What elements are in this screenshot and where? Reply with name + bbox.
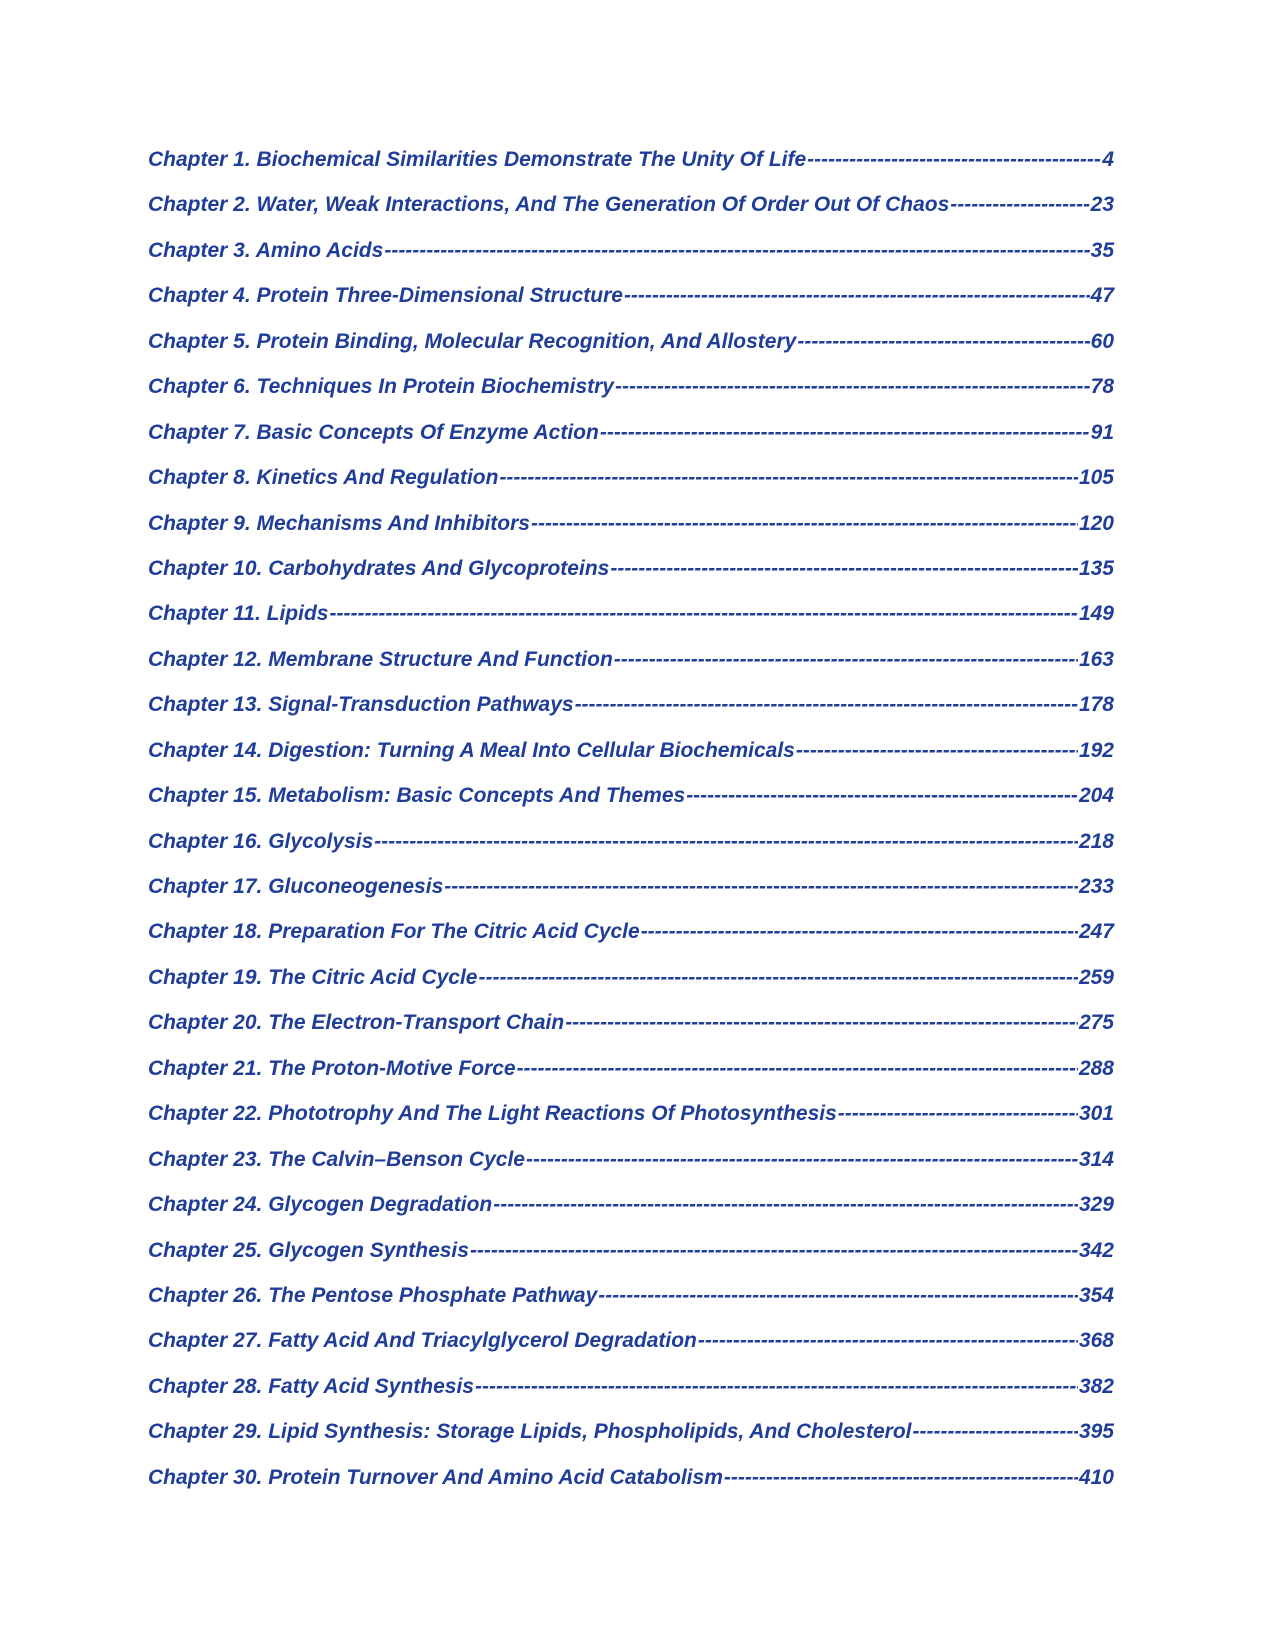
dot-leader xyxy=(470,1239,1078,1263)
toc-entry-chapter-15[interactable] xyxy=(148,784,1114,829)
toc-entry-chapter-12[interactable] xyxy=(148,648,1114,693)
toc-entry-chapter-26[interactable] xyxy=(148,1284,1114,1329)
toc-chapter-title: Chapter 13. Signal-Transduction Pathways xyxy=(148,693,574,717)
toc-chapter-title: Chapter 4. Protein Three-Dimensional Structure xyxy=(148,284,623,308)
toc-page-number: 105 xyxy=(1078,466,1114,490)
toc-page-number: 47 xyxy=(1090,284,1114,308)
toc-entry-chapter-22[interactable] xyxy=(148,1102,1114,1147)
toc-page-number: 135 xyxy=(1078,556,1114,580)
dot-leader xyxy=(531,512,1078,536)
toc-chapter-title: Chapter 3. Amino Acids xyxy=(148,238,384,262)
toc-chapter-title: Chapter 2. Water, Weak Interactions, And The Generation Of Order Out Of Chaos xyxy=(148,193,950,217)
toc-entry-chapter-20[interactable] xyxy=(148,1011,1114,1056)
toc-page-number: 410 xyxy=(1078,1465,1114,1489)
toc-page-number: 368 xyxy=(1078,1329,1114,1353)
toc-chapter-title: Chapter 28. Fatty Acid Synthesis xyxy=(148,1374,474,1398)
toc-entry-chapter-24[interactable] xyxy=(148,1193,1114,1238)
toc-page-number: 329 xyxy=(1078,1193,1114,1217)
toc-page-number: 233 xyxy=(1078,875,1114,898)
toc-chapter-title: Chapter 24. Glycogen Degradation xyxy=(148,1193,493,1217)
toc-chapter-title: Chapter 15. Metabolism: Basic Concepts And Themes xyxy=(148,784,686,808)
dot-leader xyxy=(614,648,1078,672)
toc-chapter-title: Chapter 23. The Calvin–Benson Cycle xyxy=(148,1147,525,1171)
toc-page-number: 178 xyxy=(1078,693,1114,717)
toc-page-number: 35 xyxy=(1090,238,1114,262)
toc-chapter-title: Chapter 20. The Electron-Transport Chain xyxy=(148,1011,565,1035)
toc-page-number: 395 xyxy=(1078,1420,1114,1444)
dot-leader xyxy=(797,330,1089,354)
toc-chapter-title: Chapter 7. Basic Concepts Of Enzyme Action xyxy=(148,420,599,444)
dot-leader xyxy=(724,1466,1078,1490)
toc-chapter-title: Chapter 18. Preparation For The Citric Acid Cycle xyxy=(148,920,640,944)
toc-page-number: 382 xyxy=(1078,1374,1114,1398)
toc-entry-chapter-27[interactable] xyxy=(148,1329,1114,1374)
toc-entry-chapter-30[interactable] xyxy=(148,1466,1114,1511)
toc-page-number: 314 xyxy=(1078,1147,1114,1171)
dot-leader xyxy=(444,875,1078,899)
toc-entry-chapter-5[interactable] xyxy=(148,330,1114,375)
toc-chapter-title: Chapter 10. Carbohydrates And Glycoproteins xyxy=(148,556,610,580)
dot-leader xyxy=(479,966,1078,990)
toc-page-number: 218 xyxy=(1078,829,1114,853)
toc-chapter-title: Chapter 14. Digestion: Turning A Meal Into Cellular Biochemicals xyxy=(148,738,795,762)
toc-page-number: 259 xyxy=(1078,965,1114,989)
toc-page-number: 4 xyxy=(1102,148,1114,171)
toc-entry-chapter-25[interactable] xyxy=(148,1239,1114,1284)
toc-page-number: 192 xyxy=(1078,738,1114,762)
toc-entry-chapter-8[interactable] xyxy=(148,466,1114,511)
toc-entry-chapter-18[interactable] xyxy=(148,920,1114,965)
toc-page-number: 301 xyxy=(1078,1102,1114,1126)
toc-chapter-title: Chapter 8. Kinetics And Regulation xyxy=(148,466,499,490)
toc-chapter-title: Chapter 19. The Citric Acid Cycle xyxy=(148,965,478,989)
toc-entry-chapter-17[interactable] xyxy=(148,875,1114,920)
toc-entry-chapter-19[interactable] xyxy=(148,966,1114,1011)
toc-entry-chapter-10[interactable] xyxy=(148,557,1114,602)
dot-leader xyxy=(610,557,1078,581)
toc-chapter-title: Chapter 12. Membrane Structure And Function xyxy=(148,647,613,671)
dot-leader xyxy=(641,920,1078,944)
dot-leader xyxy=(796,739,1078,763)
toc-entry-chapter-29[interactable] xyxy=(148,1420,1114,1465)
toc-chapter-title: Chapter 9. Mechanisms And Inhibitors xyxy=(148,511,530,535)
dot-leader xyxy=(475,1375,1078,1399)
toc-chapter-title: Chapter 5. Protein Binding, Molecular Recognition, And Allostery xyxy=(148,329,797,353)
toc-page-number: 288 xyxy=(1078,1056,1114,1080)
toc-chapter-title: Chapter 16. Glycolysis xyxy=(148,829,374,853)
dot-leader xyxy=(575,693,1078,717)
dot-leader xyxy=(950,193,1089,217)
toc-entry-chapter-14[interactable] xyxy=(148,739,1114,784)
toc-chapter-title: Chapter 26. The Pentose Phosphate Pathway xyxy=(148,1283,598,1307)
toc-page-number: 247 xyxy=(1078,920,1114,944)
dot-leader xyxy=(600,421,1090,445)
toc-chapter-title: Chapter 27. Fatty Acid And Triacylglycerol Degradation xyxy=(148,1329,697,1353)
toc-entry-chapter-23[interactable] xyxy=(148,1148,1114,1193)
dot-leader xyxy=(912,1420,1077,1444)
toc-entry-chapter-13[interactable] xyxy=(148,693,1114,738)
toc-chapter-title: Chapter 29. Lipid Synthesis: Storage Lipids, Phospholipids, And Cholesterol xyxy=(148,1420,912,1444)
dot-leader xyxy=(526,1148,1078,1172)
toc-chapter-title: Chapter 21. The Proton-Motive Force xyxy=(148,1056,516,1080)
toc-chapter-title: Chapter 6. Techniques In Protein Biochemistry xyxy=(148,375,614,399)
dot-leader xyxy=(517,1057,1078,1081)
dot-leader xyxy=(838,1102,1078,1126)
toc-chapter-title: Chapter 11. Lipids xyxy=(148,602,329,626)
toc-entry-chapter-9[interactable] xyxy=(148,512,1114,557)
toc-entry-chapter-6[interactable] xyxy=(148,375,1114,420)
toc-chapter-title: Chapter 30. Protein Turnover And Amino Acid Catabolism xyxy=(148,1465,723,1489)
toc-entry-chapter-16[interactable] xyxy=(148,830,1114,875)
toc-page-number: 354 xyxy=(1078,1283,1114,1307)
table-of-contents xyxy=(148,148,1114,1511)
toc-entry-chapter-4[interactable] xyxy=(148,284,1114,329)
toc-page-number: 60 xyxy=(1090,329,1114,353)
toc-entry-chapter-7[interactable] xyxy=(148,421,1114,466)
toc-entry-chapter-21[interactable] xyxy=(148,1057,1114,1102)
toc-chapter-title: Chapter 1. Biochemical Similarities Demonstrate The Unity Of Life xyxy=(148,148,807,171)
toc-entry-chapter-1[interactable] xyxy=(148,148,1114,193)
dot-leader xyxy=(807,148,1101,172)
toc-page-number: 149 xyxy=(1078,602,1114,626)
dot-leader xyxy=(374,830,1078,854)
dot-leader xyxy=(624,284,1090,308)
dot-leader xyxy=(329,602,1077,626)
dot-leader xyxy=(615,375,1090,399)
dot-leader xyxy=(499,466,1078,490)
toc-page-number: 91 xyxy=(1090,420,1114,444)
toc-page-number: 120 xyxy=(1078,511,1114,535)
dot-leader xyxy=(698,1329,1078,1353)
toc-page-number: 275 xyxy=(1078,1011,1114,1035)
toc-page-number: 78 xyxy=(1090,375,1114,399)
dot-leader xyxy=(493,1193,1078,1217)
toc-page-number: 204 xyxy=(1078,784,1114,808)
toc-chapter-title: Chapter 17. Gluconeogenesis xyxy=(148,875,444,898)
toc-page-number: 23 xyxy=(1090,193,1114,217)
toc-page-number: 163 xyxy=(1078,647,1114,671)
toc-entry-chapter-3[interactable] xyxy=(148,239,1114,284)
toc-entry-chapter-2[interactable] xyxy=(148,193,1114,238)
dot-leader xyxy=(686,784,1078,808)
toc-entry-chapter-11[interactable] xyxy=(148,602,1114,647)
toc-page-number: 342 xyxy=(1078,1238,1114,1262)
toc-entry-chapter-28[interactable] xyxy=(148,1375,1114,1420)
toc-chapter-title: Chapter 22. Phototrophy And The Light Reactions Of Photosynthesis xyxy=(148,1102,837,1126)
dot-leader xyxy=(565,1011,1078,1035)
dot-leader xyxy=(598,1284,1078,1308)
toc-chapter-title: Chapter 25. Glycogen Synthesis xyxy=(148,1238,469,1262)
dot-leader xyxy=(384,239,1089,263)
